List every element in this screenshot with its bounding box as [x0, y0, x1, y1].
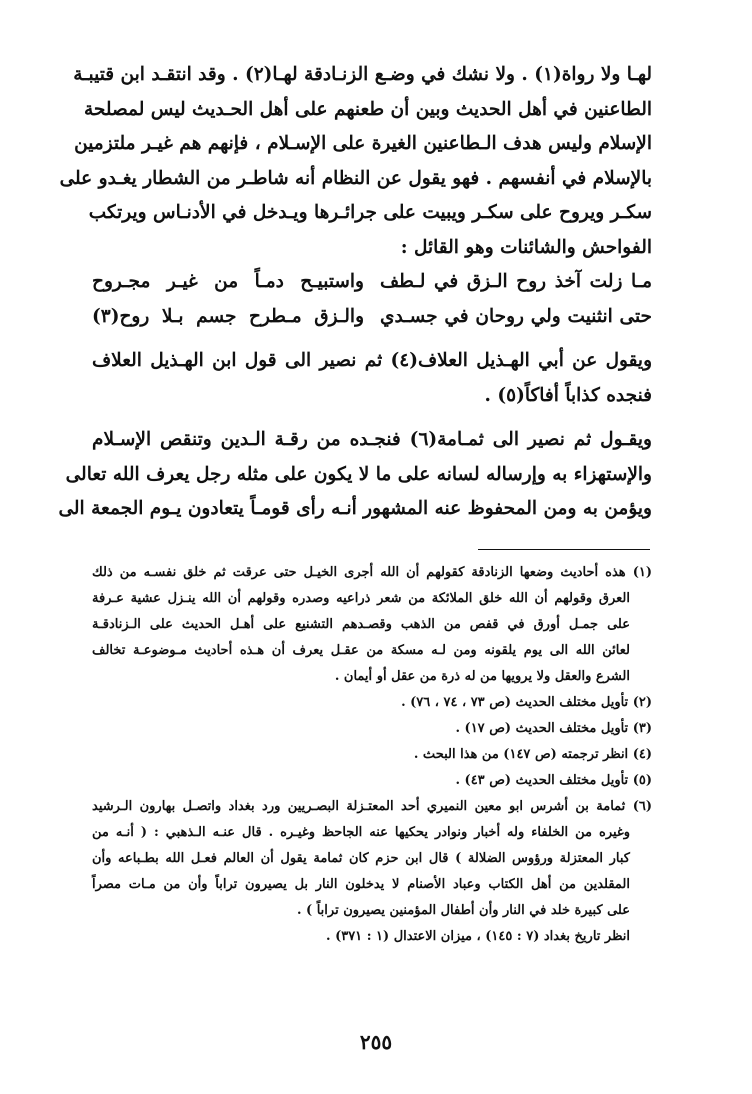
footnote-line: لعائن الله الى يوم يلقونه ومن لـه مسكة من عقـل يعرف أن هـذه أحاديث مـوضوعـة تخالف — [92, 643, 630, 658]
footnotes — [92, 560, 652, 950]
footnote-line: (١) هذه أحاديث وضعها الزنادقة كقولهم أن الله أجرى الخيـل حتى عرقت ثم خلق نفسـه من ذلك — [92, 565, 652, 580]
footnote-line: الشرع والعقل ولا يرويها من له ذرة من عقل أو أيمان . — [334, 669, 630, 684]
footnote-line: على جمـل أورق في قفص من الذهب وقصـدهم التشنيع على أهـل الحديث على الـزنادقـة — [92, 617, 630, 632]
footnote-divider — [478, 549, 650, 550]
text-line: فنجده كذاباً أفاكاً(٥) . — [484, 384, 652, 406]
footnote-line: (٥) تأويل مختلف الحديث (ص ٤٣) . — [455, 773, 652, 788]
footnote-line: كبار المعتزلة ورؤوس الضلالة ) قال ابن حزم كان ثمامة يقول أن العالم فعـل الله بطـباعه وأن — [92, 851, 630, 866]
main-text — [58, 58, 653, 527]
footnote-line: انظر تاريخ بغداد (٧ : ١٤٥) ، ميزان الاعتدال (١ : ٣٧١) . — [326, 929, 630, 944]
text-line: الطاعنين في أهل الحديث وبين أن طعنهم على أهل الحـديث ليس لمصلحة — [84, 98, 652, 120]
text-line: سكـر ويروح على سكـر ويبيت على جرائـرها ويـدخل في الأدنـاس ويرتكب — [88, 202, 652, 223]
page-number: ٢٥٥ — [359, 1030, 393, 1054]
text-line: والإستهزاء به وإرساله لسانه على ما لا يكون على مثله رجل يعرف الله تعالى — [65, 463, 652, 485]
poem-first-hemistich: مـا زلت آخذ روح الـزق في لـطف — [380, 271, 652, 292]
footnote-line: المقلدين من أهل الكتاب وعباد الأصنام لا يدخلون النار بل يصيرون تراباً وأن من مـات مصراً — [92, 877, 630, 892]
poem-verse — [92, 300, 652, 335]
poem-verse — [92, 265, 652, 300]
text-line: الفواحش والشائنات وهو القائل : — [400, 236, 652, 258]
footnote-line: (٢) تأويل مختلف الحديث (ص ٧٣ ، ٧٤ ، ٧٦) . — [401, 695, 652, 710]
text-line: الإسلام وليس هدف الـطاعنين الغيرة على الإسـلام ، فإنهم هم غيـر ملتزمين — [74, 133, 652, 154]
poem-second-hemistich: والـزق مـطرح جسم بـلا روح(٣) — [92, 305, 364, 327]
text-line: لهـا ولا رواة(١) . ولا نشك في وضـع الزنـادقة لهـا(٢) . وقد انتقـد ابن قتيبـة — [73, 64, 652, 85]
text-line: ويقـول ثم نصير الى ثمـامة(٦) فنجـده من رقـة الـدين وتنقص الإسـلام — [92, 429, 652, 450]
footnote-line: (٤) انظر ترجمته (ص ١٤٧) من هذا البحث . — [413, 747, 652, 762]
poem-first-hemistich: حتى انثنيت ولي روحان في جسـدي — [380, 305, 652, 327]
text-line: ويقول عن أبي الهـذيل العلاف(٤) ثم نصير الى قول ابن الهـذيل العلاف — [92, 350, 653, 371]
footnote-line: العرق وقولهم أن الله خلق الملائكة من شعر ذراعيه وصدره وقولهم أن الله ينـزل عشية عـرفة — [92, 591, 630, 606]
text-line: ويؤمن به ومن المحفوظ عنه المشهور أنـه رأى قومـاً يتعادون يـوم الجمعة الى — [58, 498, 652, 519]
poem-second-hemistich: واستبيـح دمـاً من غيـر مجـروح — [92, 271, 364, 292]
footnote-line: وغيره من الخلفاء وله أخبار ونوادر يحكيها عنه الجاحظ وغيـره . قال عنـه الـذهبي : ( أنـه من — [92, 825, 630, 840]
footnote-line: (٦) ثمامة بن أشرس ابو معين النميري أحد المعتـزلة البصـريين ورد بغداد واتصـل بهارون الـرشيد — [92, 799, 652, 814]
footnote-line: على كبيرة خلد في النار وأن أطفال المؤمنين يصيرون تراباً ) . — [296, 903, 630, 918]
text-line: بالإسلام في أنفسهم . فهو يقول عن النظام أنه شاطـر من الشطار يغـدو على — [59, 167, 652, 189]
footnote-line: (٣) تأويل مختلف الحديث (ص ١٧) . — [455, 721, 652, 736]
